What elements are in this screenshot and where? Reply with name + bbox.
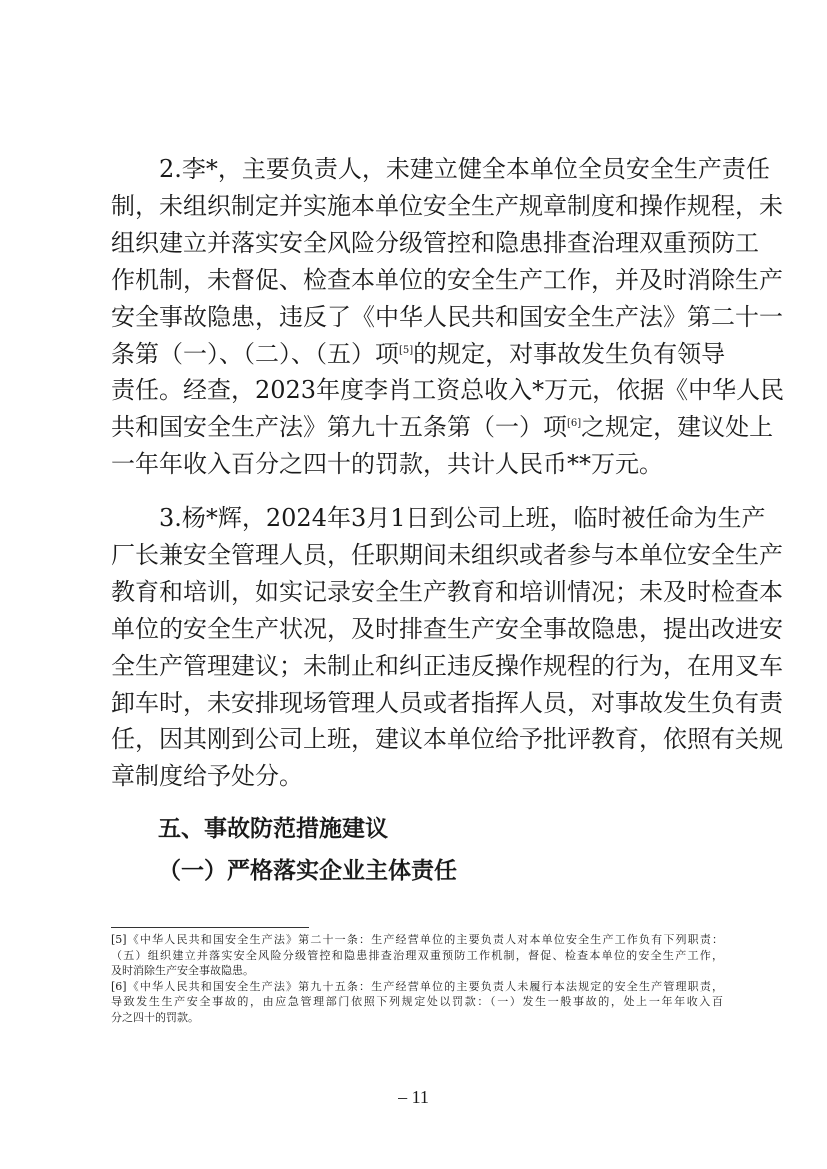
footnote-divider [111,927,309,928]
page-number: – 11 [398,1087,429,1107]
line-segment: 的规定，对事故发生负有领导 [413,339,726,368]
footnote-line: 分之四十的罚款。 [111,1010,199,1024]
line-segment: 共和国安全生产法》第九十五条第（一）项 [111,413,567,442]
text-line-with-footnote-5 [111,336,726,373]
footnote-5 [111,932,723,979]
paragraph-yang-responsibility [111,500,783,795]
text-line: 全生产管理建议；未制止和纠正违反操作规程的行为，在用叉车 [111,651,783,680]
text-line: 一年年收入百分之四十的罚款，共计人民币**万元。 [111,450,663,479]
footnote-ref-5[interactable]: [5] [399,344,414,356]
footnote-ref-6[interactable]: [6] [567,418,582,430]
subsection-heading: （一）严格落实企业主体责任 [158,858,457,884]
paragraph-li-responsibility [111,151,785,483]
footnote-line: [6]《中华人民共和国安全生产法》第九十五条：生产经营单位的主要负责人未履行本法规定的安全生产管理职责， [111,979,723,993]
text-line: 卸车时，未安排现场管理人员或者指挥人员，对事故发生负有责 [111,688,783,717]
text-line: 责任。经查，2023年度李肖工资总收入*万元，依据《中华人民 [111,376,785,405]
footnote-line: 及时消除生产安全事故隐患。 [111,964,254,977]
text-line: 安全事故隐患，违反了《中华人民共和国安全生产法》第二十一 [111,302,783,331]
line-segment: 之规定，建议处上 [581,413,774,442]
footnote-line: （五）组织建立并落实安全风险分级管控和隐患排查治理双重预防工作机制，督促、检查本单位的安全生产工作， [111,948,723,962]
text-line: 任，因其刚到公司上班，建议本单位给予批评教育，依照有关规 [111,725,783,754]
text-line: 章制度给予处分。 [111,762,303,791]
text-line: 教育和培训，如实记录安全生产教育和培训情况；未及时检查本 [111,577,783,606]
text-line: 2.李*，主要负责人，未建立健全本单位全员安全生产责任 [159,155,770,183]
footnotes [111,932,723,1025]
text-line: 组织建立并落实安全风险分级管控和隐患排查治理双重预防工 [111,228,759,257]
footnote-line: 导致发生生产安全事故的，由应急管理部门依照下列规定处以罚款：（一）发生一般事故的，处上一年年收入百 [111,995,723,1008]
text-line-with-footnote-6 [111,409,774,446]
footnote-line: [5]《中华人民共和国安全生产法》第二十一条：生产经营单位的主要负责人对本单位安全生产工作负有下列职责： [111,933,723,946]
text-line: 厂长兼安全管理人员，任职期间未组织或者参与本单位安全生产 [111,540,783,569]
text-line: 制，未组织制定并实施本单位安全生产规章制度和操作规程，未 [111,191,783,220]
text-line: 3.杨*辉，2024年3月1日到公司上班，临时被任命为生产 [159,504,766,532]
text-line: 作机制，未督促、检查本单位的安全生产工作，并及时消除生产 [111,265,783,294]
line-segment: 条第（一）、（二）、（五）项 [111,339,399,368]
text-line: 单位的安全生产状况，及时排查生产安全事故隐患，提出改进安 [111,614,783,643]
footnote-6 [111,979,723,1026]
section-heading: 五、事故防范措施建议 [158,816,388,842]
